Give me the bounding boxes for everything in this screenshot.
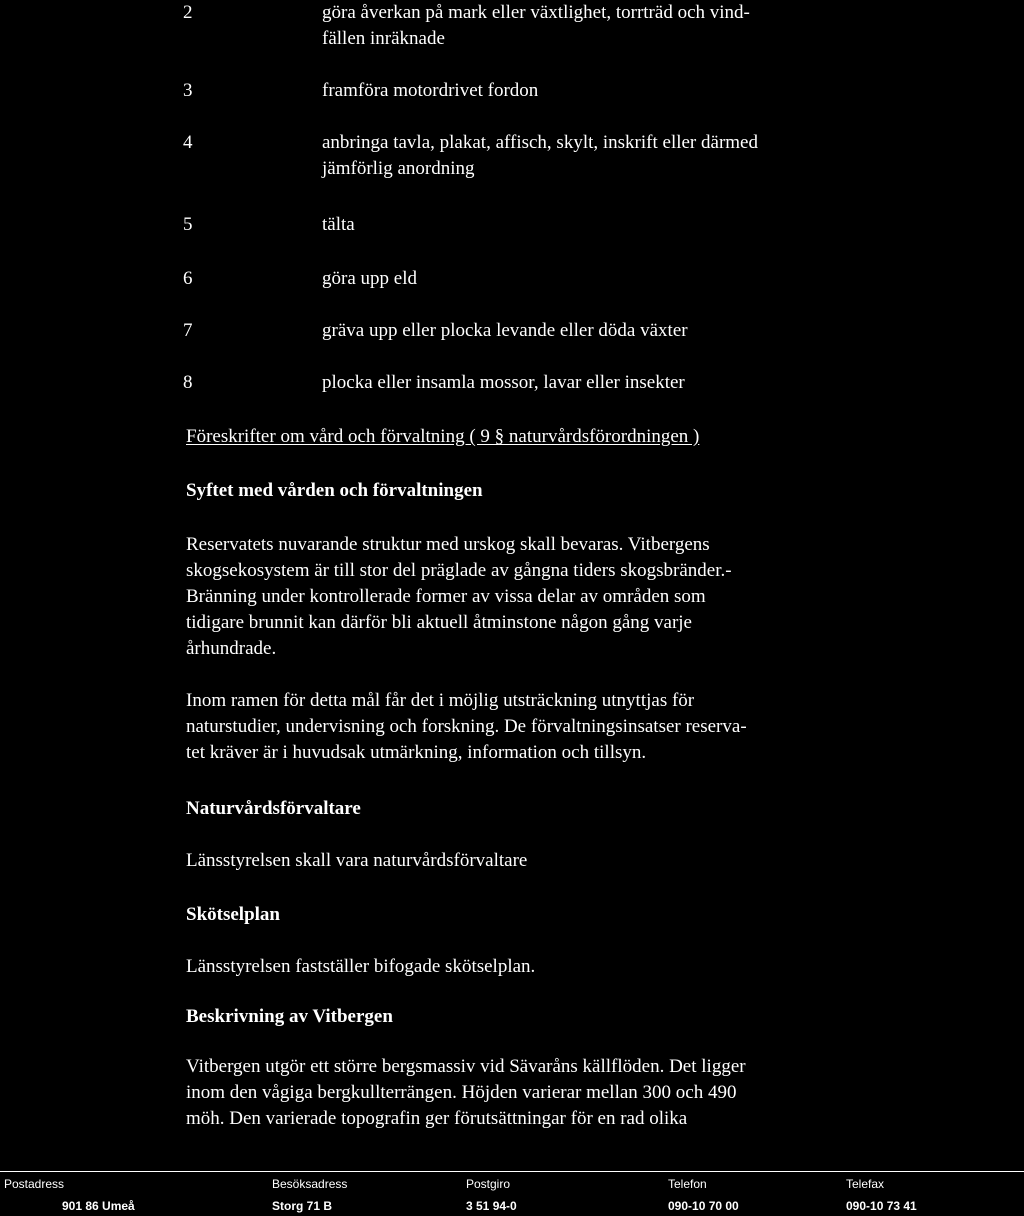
item-number: 4 bbox=[183, 132, 193, 153]
footer-postadress-value: 901 86 Umeå bbox=[62, 1199, 135, 1213]
footer-besoksadress-value: Storg 71 B bbox=[272, 1199, 333, 1213]
item-number: 5 bbox=[183, 214, 193, 235]
item-text: framföra motordrivet fordon bbox=[322, 80, 539, 101]
item-text: anbringa tavla, plakat, affisch, skylt, inskrift eller därmed jämförlig anordning bbox=[322, 132, 758, 179]
footer-postgiro-value: 3 51 94-0 bbox=[466, 1199, 517, 1213]
purpose-paragraph-1: Reservatets nuvarande struktur med urskog skall bevaras. Vitbergens skogsekosystem är till stor del präglade av gångna tiders skogsbränder.- Bränning under kontrollerade former av vissa delar av områden som tidigare brunnit kan därför bli aktuell åtminstone någon gång varje århundrade. bbox=[186, 534, 732, 659]
plan-text: Länsstyrelsen fastställer bifogade skötselplan. bbox=[186, 956, 536, 977]
description-text: Vitbergen utgör ett större bergsmassiv vid Sävaråns källflöden. Det ligger inom den vågiga bergkullterrängen. Höjden varierar mellan 300 och 490 möh. Den varierade topografin ger förutsättningar för en rad olika bbox=[186, 1056, 746, 1129]
footer-telefon-value: 090-10 70 00 bbox=[668, 1199, 739, 1213]
plan-heading: Skötselplan bbox=[186, 904, 280, 925]
item-text: gräva upp eller plocka levande eller döda växter bbox=[322, 320, 688, 341]
item-number: 2 bbox=[183, 2, 193, 23]
item-text: göra upp eld bbox=[322, 268, 417, 289]
footer-postadress-label: Postadress bbox=[4, 1177, 65, 1191]
item-number: 7 bbox=[183, 320, 193, 341]
item-number: 8 bbox=[183, 372, 193, 393]
footer-telefax-label: Telefax bbox=[846, 1177, 885, 1191]
manager-text: Länsstyrelsen skall vara naturvårdsförvaltare bbox=[186, 850, 528, 871]
item-number: 6 bbox=[183, 268, 193, 289]
purpose-paragraph-2: Inom ramen för detta mål får det i möjlig utsträckning utnyttjas för naturstudier, undervisning och forskning. De förvaltningsinsatser reserva- tet kräver är i huvudsak utmärkning, information och tillsyn. bbox=[186, 690, 747, 763]
purpose-heading: Syftet med vården och förvaltningen bbox=[186, 480, 483, 501]
footer-telefon-label: Telefon bbox=[668, 1177, 707, 1191]
manager-heading: Naturvårdsförvaltare bbox=[186, 798, 361, 819]
description-heading: Beskrivning av Vitbergen bbox=[186, 1006, 393, 1027]
section-title: Föreskrifter om vård och förvaltning ( 9 § naturvårdsförordningen ) bbox=[186, 426, 700, 447]
footer-postgiro-label: Postgiro bbox=[466, 1177, 511, 1191]
item-text: göra åverkan på mark eller växtlighet, torrträd och vind- fällen inräknade bbox=[322, 2, 750, 49]
item-text: plocka eller insamla mossor, lavar eller insekter bbox=[322, 372, 685, 393]
item-text: tälta bbox=[322, 214, 355, 235]
item-number: 3 bbox=[183, 80, 193, 101]
footer-divider bbox=[0, 1171, 1024, 1172]
footer-besoksadress-label: Besöksadress bbox=[272, 1177, 348, 1191]
footer-telefax-value: 090-10 73 41 bbox=[846, 1199, 917, 1213]
